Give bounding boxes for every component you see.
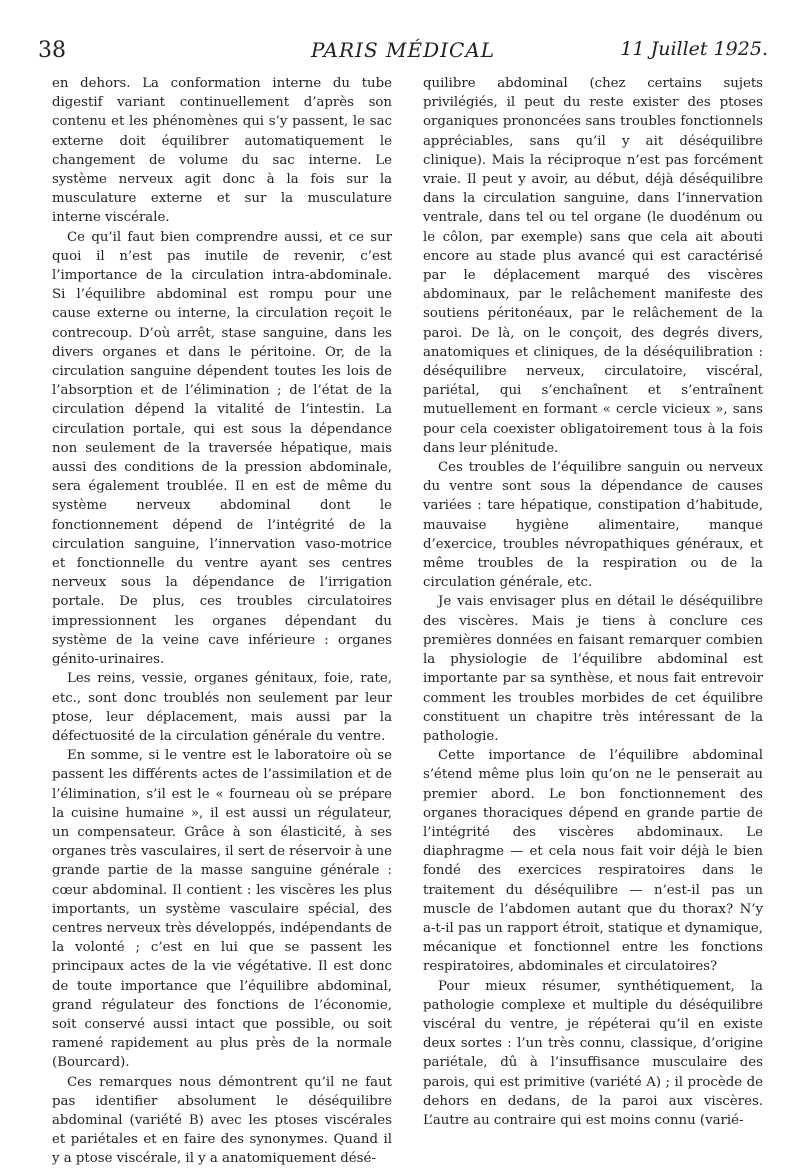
left-column	[52, 74, 392, 1169]
paragraph: Ce qu’il faut bien comprendre aussi, et ce sur quoi il n’est pas inutile de revenir, c’est l’importance de la circulation intra-abdominale. Si l’équilibre abdominal est rompu pour une cause externe ou interne, la circulation reçoit le contrecoup. D’où arrêt, stase sanguine, dans les divers organes et dans le péritoine. Or, de la circulation sanguine dépendent toutes les lois de l’absorption et de l’élimination ; de l’état de la circulation dépend la vitalité de l’intestin. La circulation portale, qui est sous la dépendance non seulement de la traversée hépatique, mais aussi des conditions de la pression abdominale, sera également troublée. Il en est de même du système nerveux abdominal dont le fonctionnement dépend de l’intégrité de la circulation sanguine, l’innervation vaso-motrice et fonctionnelle du ventre ayant ses centres nerveux sous la dépendance de l’irrigation portale. De plus, ces troubles circulatoires impressionnent les organes dépendant du système de la veine cave inférieure : organes génito-urinaires.	[52, 229, 392, 668]
paragraph: Les reins, vessie, organes génitaux, foie, rate, etc., sont donc troublés non seulement par leur ptose, leur déplacement, mais aussi par la défectuosité de la circulation générale du ventre.	[52, 671, 392, 744]
paragraph: en dehors. La conformation interne du tube digestif variant continuellement d’après son contenu et les phénomènes qui s’y passent, le sac externe doit équilibrer automatiquement le changement de volume du sac interne. Le système nerveux agit donc à la fois sur la musculature externe et sur la musculature interne viscérale.	[52, 76, 392, 226]
issue-date: 11 Juillet 1925.	[620, 38, 768, 60]
page-number: 38	[38, 38, 66, 63]
paragraph: Pour mieux résumer, synthétiquement, la pathologie complexe et multiple du déséquilibre viscéral du ventre, je répéterai qu’il en existe deux sortes : l’un très connu, classique, d’origine pariétale, dû à l’insuffisance musculaire des parois, qui est primitive (variété A) ; il procède de dehors en dedans, de la paroi aux viscères. L’autre au contraire qui est moins connu (varié-	[423, 978, 763, 1128]
paragraph: Ces troubles de l’équilibre sanguin ou nerveux du ventre sont sous la dépendance de causes variées : tare hépatique, constipation d’habitude, mauvaise hygiène alimentaire, manque d’exercice, troubles névropathiques généraux, et même troubles de la respiration ou de la circulation générale, etc.	[423, 460, 763, 591]
paragraph: En somme, si le ventre est le laboratoire où se passent les différents actes de l’assimilation et de l’élimination, s’il est le « fourneau où se prépare la cuisine humaine », il est aussi un régulateur, un compensateur. Grâce à son élasticité, à ses organes très vasculaires, il sert de réservoir à une grande partie de la masse sanguine générale : cœur abdominal. Il contient : les viscères les plus importants, un système vasculaire spécial, des centres nerveux très développés, indépendants de la volonté ; c’est en lui que se passent les principaux actes de la vie végétative. Il est donc de toute importance que l’équilibre abdominal, grand régulateur des fonctions de l’économie, soit conservé aussi intact que possible, ou soit ramené rapidement au plus près de la normale (Bourcard).	[52, 748, 392, 1071]
journal-title: PARIS MÉDICAL	[310, 38, 496, 62]
paragraph: Ces remarques nous démontrent qu’il ne faut pas identifier absolument le déséquilibre abdominal (variété B) avec les ptoses viscérales et pariétales et en faire des synonymes. Quand il y a ptose viscérale, il y a anatomiquement désé-	[52, 1074, 392, 1167]
page-header	[38, 38, 768, 68]
paragraph: quilibre abdominal (chez certains sujets privilégiés, il peut du reste exister des ptoses organiques prononcées sans troubles fonctionnels appréciables, sans qu’il y ait déséquilibre clinique). Mais la réciproque n’est pas forcément vraie. Il peut y avoir, au début, déjà déséquilibre dans la circulation sanguine, dans l’innervation ventrale, dans tel ou tel organe (le duodénum ou le côlon, par exemple) sans que cela ait abouti encore au stade plus avancé qui est caractérisé par le déplacement marqué des viscères abdominaux, par le relâchement manifeste des soutiens péritonéaux, par le relâchement de la paroi. De là, on le conçoit, des degrés divers, anatomiques et cliniques, de la déséquilibration : déséquilibre nerveux, circulatoire, viscéral, pariétal, qui s’enchaînent et s’entraînent mutuellement en formant « cercle vicieux », sans pour cela coexister obligatoirement tous à la fois dans leur plénitude.	[423, 76, 763, 456]
right-column	[423, 74, 763, 1130]
paragraph: Je vais envisager plus en détail le déséquilibre des viscères. Mais je tiens à conclure ces premières données en faisant remarquer combien la physiologie de l’équilibre abdominal est importante par sa synthèse, et nous fait entrevoir comment les troubles morbides de cet équilibre constituent un chapitre très intéressant de la pathologie.	[423, 594, 763, 744]
paragraph: Cette importance de l’équilibre abdominal s’étend même plus loin qu’on ne le penserait au premier abord. Le bon fonctionnement des organes thoraciques dépend en grande partie de l’intégrité des viscères abdominaux. Le diaphragme — et cela nous fait voir déjà le bien fondé des exercices respiratoires dans le traitement du déséquilibre — n’est-il pas un muscle de l’abdomen autant que du thorax? N’y a-t-il pas un rapport étroit, statique et dynamique, mécanique et fonctionnel entre les fonctions respiratoires, abdominales et circulatoires?	[423, 748, 763, 975]
